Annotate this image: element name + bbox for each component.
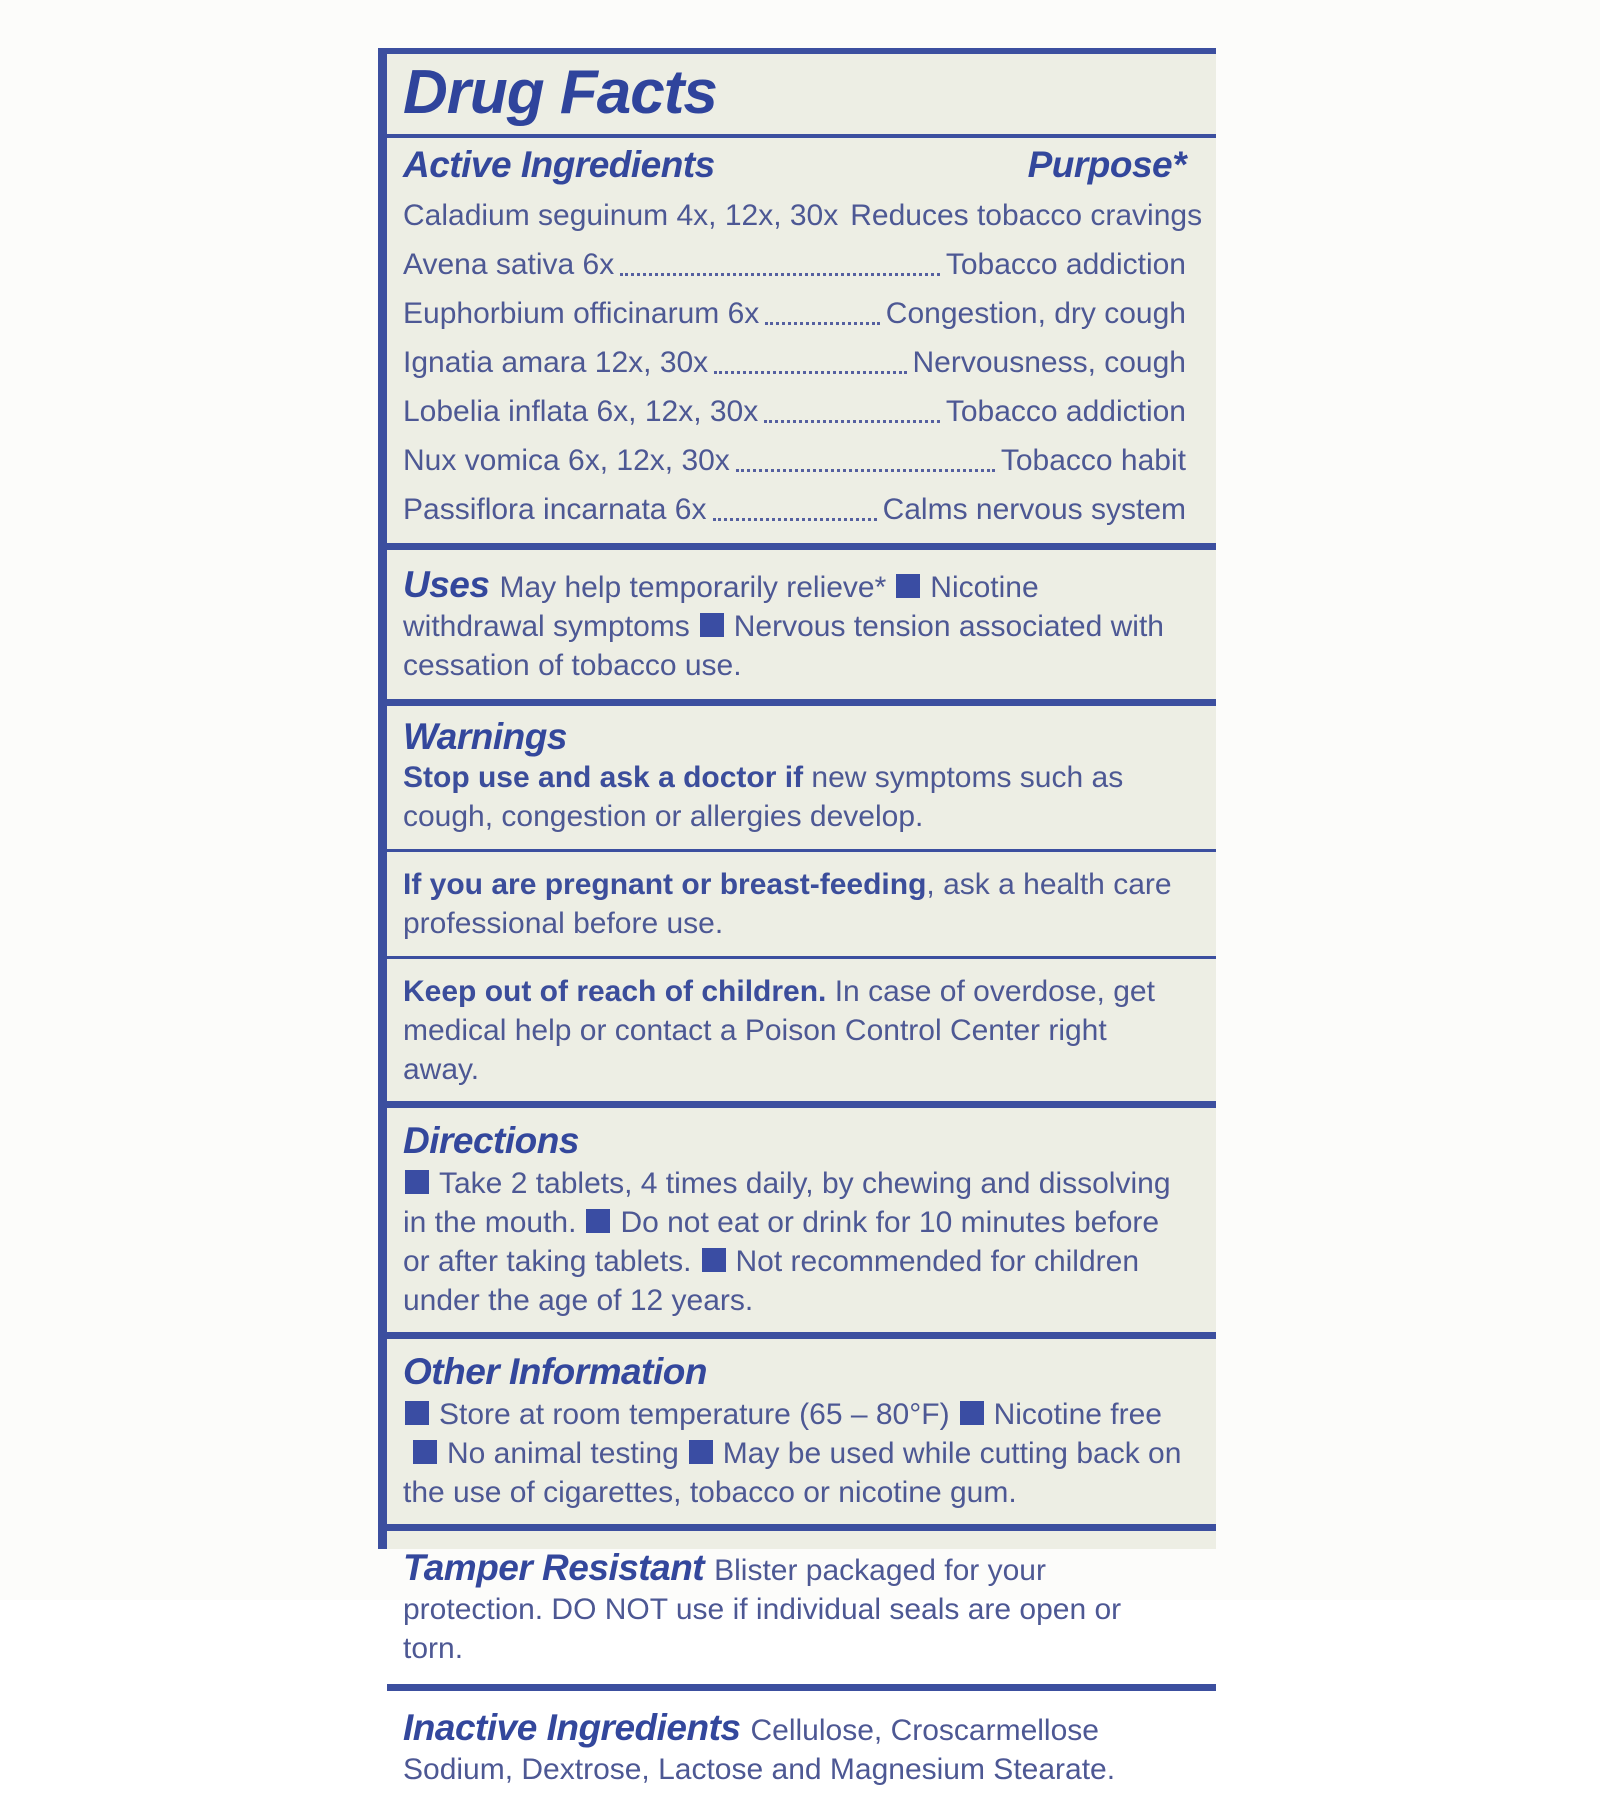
ingredient-name: Avena sativa 6x	[403, 248, 615, 281]
warning-text: , ask a health care professional before use.	[403, 868, 1172, 940]
directions-item: Take 2 tablets, 4 times daily, by chewing and dissolving in the mouth.	[403, 1167, 1171, 1239]
active-ingredients-heading: Active Ingredients	[403, 144, 715, 185]
warning-divider	[387, 849, 1216, 852]
warning-paragraph	[403, 865, 1186, 943]
purpose-heading: Purpose*	[1027, 144, 1186, 185]
warnings-section	[387, 699, 1216, 1101]
other-information-item: May be used while cutting back on the use of cigarettes, tobacco or nicotine gum.	[403, 1437, 1182, 1509]
directions-item: Do not eat or drink for 10 minutes before or after taking tablets.	[403, 1206, 1160, 1278]
inactive-ingredients-text: Cellulose, Croscarmellose Sodium, Dextrose, Lactose and Magnesium Stearate.	[403, 1714, 1116, 1786]
ingredient-row	[403, 294, 1186, 333]
ingredient-purpose: Congestion, dry cough	[885, 297, 1186, 330]
other-information-item: No animal testing	[447, 1437, 679, 1470]
ingredient-purpose: Tobacco addiction	[945, 395, 1186, 428]
bullet-square-icon	[405, 1401, 429, 1425]
tamper-resistant-heading: Tamper Resistant	[403, 1547, 705, 1588]
other-information-item: Nicotine free	[993, 1398, 1162, 1431]
uses-item: Nervous tension associated with cessation of tobacco use.	[403, 610, 1164, 682]
ingredient-name: Passiflora incarnata 6x	[403, 493, 707, 526]
ingredient-name: Caladium seguinum 4x, 12x, 30x	[403, 199, 839, 232]
ingredient-row	[403, 196, 1203, 235]
bullet-square-icon	[689, 1440, 713, 1464]
active-ingredients-section	[387, 134, 1216, 543]
tamper-resistant-section	[387, 1524, 1216, 1684]
other-information-section	[387, 1332, 1216, 1524]
other-information-item: Store at room temperature (65 – 80°F)	[439, 1398, 950, 1431]
bullet-square-icon	[960, 1401, 984, 1425]
ingredient-name: Nux vomica 6x, 12x, 30x	[403, 444, 730, 477]
bullet-square-icon	[586, 1209, 610, 1233]
warning-paragraph	[403, 758, 1186, 836]
directions-text	[403, 1164, 1186, 1320]
warning-text: In case of overdose, get medical help or contact a Poison Control Center right away.	[403, 975, 1155, 1086]
inactive-ingredients-section	[387, 1684, 1216, 1799]
directions-item: Not recommended for children under the age of 12 years.	[403, 1245, 1140, 1317]
bullet-square-icon	[896, 574, 920, 598]
ingredient-purpose: Calms nervous system	[882, 493, 1186, 526]
warning-text: new symptoms such as cough, congestion or allergies develop.	[403, 761, 1124, 833]
ingredient-purpose: Tobacco addiction	[945, 248, 1186, 281]
ingredient-row	[403, 245, 1186, 284]
uses-item: Nicotine withdrawal symptoms	[403, 571, 1039, 643]
bullet-square-icon	[405, 1170, 429, 1194]
other-information-heading: Other Information	[403, 1351, 707, 1392]
dot-leader	[764, 420, 940, 423]
dot-leader	[736, 469, 995, 472]
warning-lead: If you are pregnant or breast-feeding	[403, 868, 927, 901]
ingredient-purpose: Reduces tobacco cravings	[850, 199, 1203, 232]
directions-section	[387, 1101, 1216, 1332]
ingredient-purpose: Nervousness, cough	[912, 346, 1186, 379]
ingredient-name: Lobelia inflata 6x, 12x, 30x	[403, 395, 759, 428]
drug-facts-title: Drug Facts	[403, 58, 717, 127]
warning-divider	[387, 956, 1216, 959]
other-information-text	[403, 1395, 1186, 1512]
uses-heading: Uses	[403, 564, 490, 605]
drug-facts-panel	[378, 48, 1216, 1786]
ingredient-purpose: Tobacco habit	[1000, 444, 1186, 477]
warning-paragraph	[403, 972, 1186, 1089]
ingredient-row	[403, 343, 1186, 382]
dot-leader	[714, 371, 906, 374]
bullet-square-icon	[700, 613, 724, 637]
ingredient-row	[403, 441, 1186, 480]
dot-leader	[765, 322, 880, 325]
ingredient-row	[403, 392, 1186, 431]
tamper-resistant-text: Blister packaged for your protection. DO NOT use if individual seals are open or torn.	[403, 1554, 1122, 1665]
dot-leader	[620, 273, 940, 276]
uses-section	[387, 543, 1216, 699]
bullet-square-icon	[413, 1440, 437, 1464]
inactive-ingredients-heading: Inactive Ingredients	[403, 1707, 741, 1748]
ingredient-name: Ignatia amara 12x, 30x	[403, 346, 709, 379]
warning-lead: Keep out of reach of children.	[403, 975, 827, 1008]
dot-leader	[713, 518, 877, 521]
directions-heading: Directions	[403, 1120, 579, 1161]
warnings-heading: Warnings	[403, 716, 567, 757]
warning-lead: Stop use and ask a doctor if	[403, 761, 804, 794]
ingredient-name: Euphorbium officinarum 6x	[403, 297, 760, 330]
uses-intro: May help temporarily relieve*	[499, 571, 887, 604]
bullet-square-icon	[702, 1248, 726, 1272]
ingredient-row	[403, 490, 1186, 529]
